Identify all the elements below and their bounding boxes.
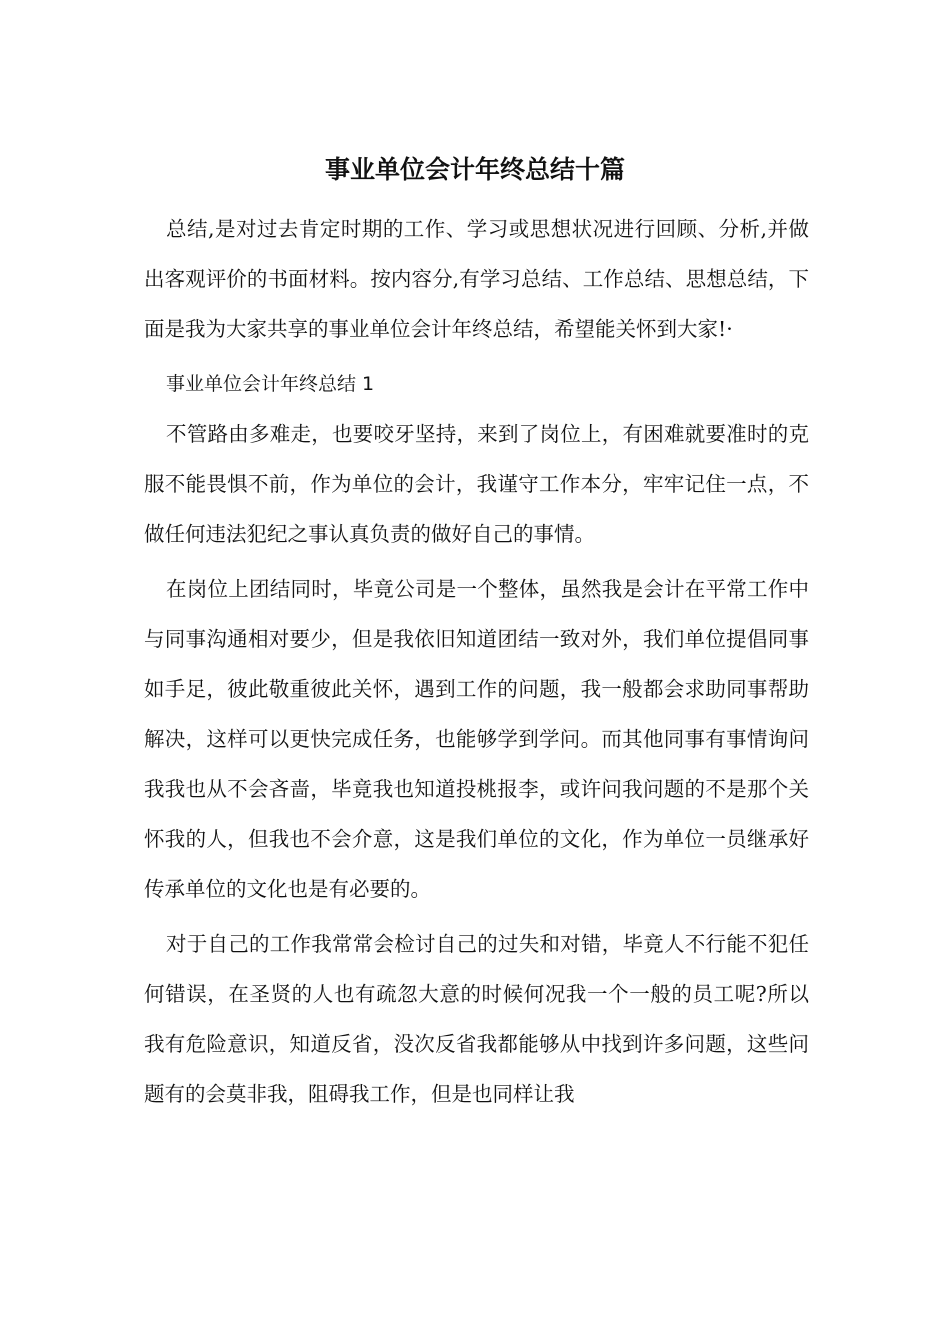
body-paragraph: 对于自己的工作我常常会检讨自己的过失和对错，毕竟人不行能不犯任何错误，在圣贤的人也有疏忽大意的时候何况我一个一般的员工呢?所以我有危险意识，知道反省，没次反省我都能够从中找到许多问题，这些问题有的会莫非我，阻碍我工作，但是也同样让我 (144, 932, 809, 1106)
body-paragraph: 在岗位上团结同时，毕竟公司是一个整体，虽然我是会计在平常工作中与同事沟通相对要少，但是我依旧知道团结一致对外，我们单位提倡同事如手足，彼此敬重彼此关怀，遇到工作的问题，我一般都会求助同事帮助解决，这样可以更快完成任务，也能够学到学问。而其他同事有事情询问我我也从不会吝啬，毕竟我也知道投桃报李，或许问我问题的不是那个关怀我的人，但我也不会介意，这是我们单位的文化，作为单位一员继承好传承单位的文化也是有必要的。 (144, 577, 809, 901)
document-body (144, 204, 809, 1119)
document-title: 事业单位会计年终总结十篇 (324, 155, 625, 184)
intro-paragraph: 总结,是对过去肯定时期的工作、学习或思想状况进行回顾、分析,并做出客观评价的书面材料。按内容分,有学习总结、工作总结、思想总结，下面是我为大家共享的事业单位会计年终总结，希望能关怀到大家!· (144, 217, 809, 341)
section-heading: 事业单位会计年终总结 1 (166, 373, 375, 395)
body-paragraph: 不管路由多难走，也要咬牙坚持，来到了岗位上，有困难就要准时的克服不能畏惧不前，作为单位的会计，我谨守工作本分，牢牢记住一点，不做任何违法犯纪之事认真负责的做好自己的事情。 (144, 422, 809, 546)
